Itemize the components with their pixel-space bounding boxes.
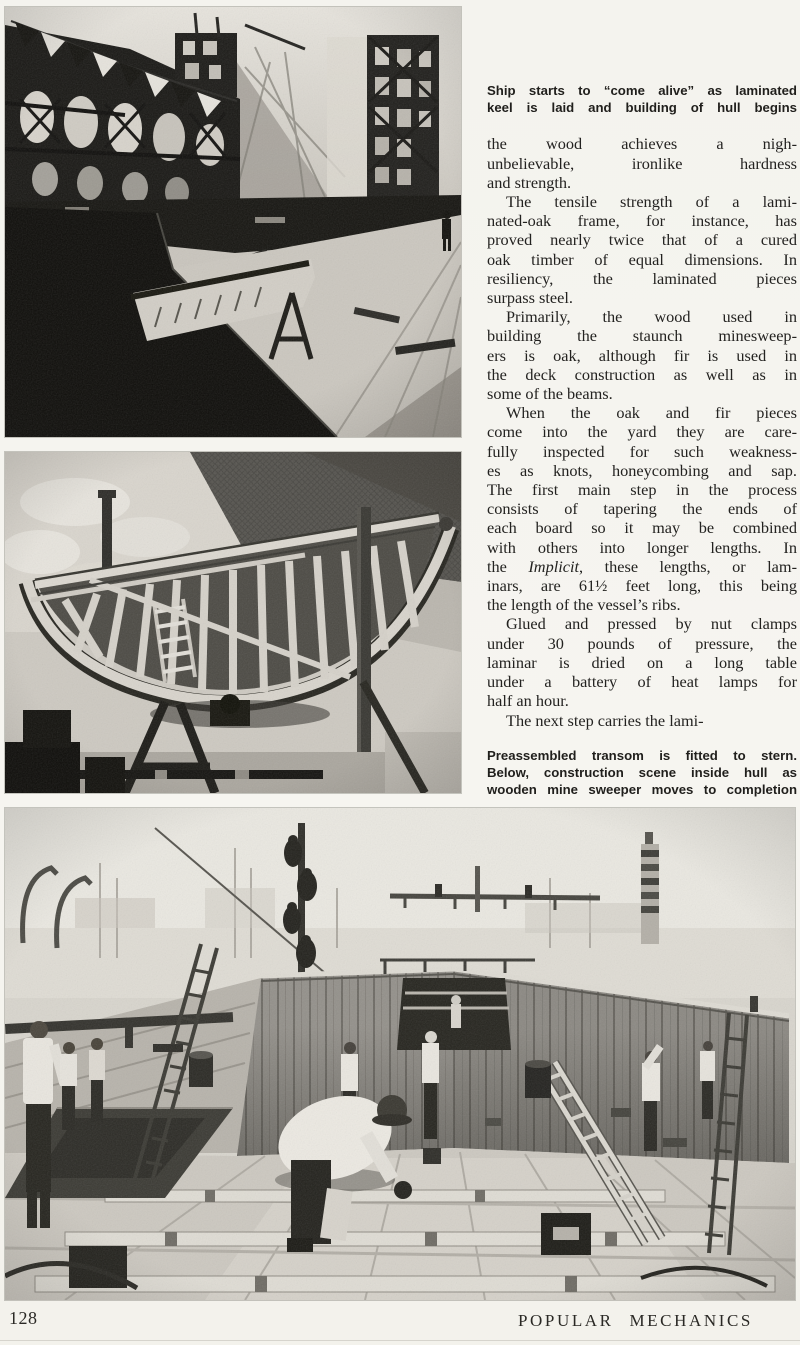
photo-transom [5, 452, 461, 793]
body-line: consists of tapering the ends of [487, 499, 797, 519]
body-line: the length of the vessel’s ribs. [487, 595, 681, 615]
body-line [487, 557, 797, 576]
body-line: When the oak and fir pieces [506, 403, 797, 423]
keel-laying-illustration [5, 7, 461, 437]
body-line: half an hour. [487, 691, 569, 711]
photo-keel-laying [5, 7, 461, 437]
body-line-segment: the [487, 556, 529, 576]
text-column [487, 82, 797, 730]
body-line: the deck construction as well as in [487, 364, 797, 384]
magazine-title: POPULAR MECHANICS [517, 1311, 753, 1330]
body-line: the wood achieves a nigh- [487, 134, 797, 154]
body-line: fully inspected for such weakness- [487, 441, 797, 461]
body-line: resiliency, the laminated pieces [487, 268, 797, 288]
page-bottom-rule [0, 1340, 800, 1341]
caption-line: Preassembled transom is fitted to stern. [487, 748, 797, 763]
body-line: laminar is dried on a long table [487, 652, 797, 672]
body-line: proved nearly twice that of a cured [487, 230, 797, 250]
caption-top [487, 82, 797, 116]
caption-bottom [487, 747, 797, 799]
body-line-segment: , these lengths, or lam- [579, 556, 797, 576]
body-line: each board so it may be combined [487, 518, 797, 538]
transom-illustration [5, 452, 461, 793]
body-line: under 30 pounds of pressure, the [487, 633, 797, 653]
caption-line: keel is laid and building of hull begins [487, 100, 797, 116]
caption-line: wooden mine sweeper moves to completion [487, 782, 797, 798]
body-line: some of the beams. [487, 384, 613, 404]
body-line: under a battery of heat lamps for [487, 672, 797, 692]
ship-name-italic: Implicit [528, 556, 580, 576]
page-number: 128 [9, 1308, 38, 1328]
body-line: inars, are 61½ feet long, this being [487, 576, 797, 596]
photo-hull-interior [5, 808, 795, 1300]
caption-line: Below, construction scene inside hull as [487, 765, 797, 781]
body-line: building the staunch minesweep- [487, 326, 797, 346]
caption-line: Ship starts to “come alive” as laminated [487, 83, 797, 98]
body-line: surpass steel. [487, 288, 573, 308]
body-line: oak timber of equal dimensions. In [487, 249, 797, 269]
body-line: with others into longer lengths. In [487, 537, 797, 557]
body-line: ers is oak, although fir is used in [487, 345, 797, 365]
body-line: nated-oak frame, for instance, has [487, 211, 797, 231]
body-line: come into the yard they are care- [487, 422, 797, 442]
body-line: The next step carries the lami- [506, 710, 704, 730]
body-line: The tensile strength of a lami- [506, 192, 797, 212]
body-line: es as knots, honeycombing and sap. [487, 460, 797, 480]
hull-interior-illustration [5, 808, 795, 1300]
body-line: The first main step in the process [487, 480, 797, 500]
article-body [487, 134, 797, 729]
body-line: and strength. [487, 172, 572, 192]
body-line: Glued and pressed by nut clamps [506, 614, 797, 634]
body-line: unbelievable, ironlike hardness [487, 153, 797, 173]
body-line: Primarily, the wood used in [506, 307, 797, 327]
